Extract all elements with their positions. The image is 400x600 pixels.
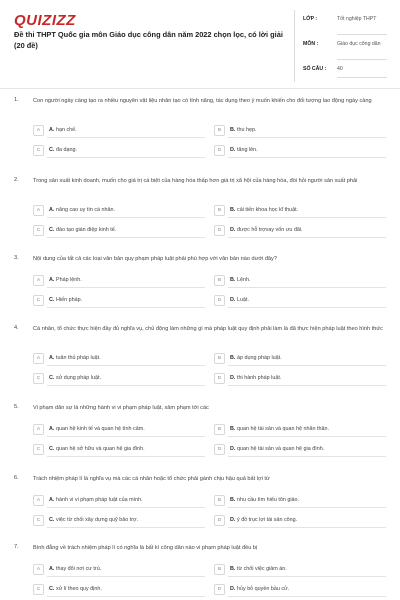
option-letter: C. [49,147,55,153]
question-number: 4. [14,325,19,331]
option-letter: B. [230,207,236,213]
option-underline [47,137,205,138]
option-letter-box: A [33,424,44,435]
answer-option[interactable] [214,145,386,160]
meta-count-label: SỐ CÂU : [303,66,327,72]
option-underline [47,507,205,508]
option-letter-box: D [214,373,225,384]
option-underline [228,217,386,218]
option-text: Lệnh. [237,277,251,283]
option-letter: C. [49,227,55,233]
option-letter: D. [230,297,236,303]
option-letter: B. [230,277,236,283]
option-letter: C. [49,375,55,381]
answer-option[interactable] [214,444,386,459]
question-text: Trong sản xuất kinh doanh, muốn cho giá trị cá biệt của hàng hóa thấp hơn giá trị xã hội của hàng hóa, đòi hỏi người sản xuất phải [33,178,358,184]
meta-grade-value: Tốt nghiệp THPT [337,16,377,22]
option-letter-box: A [33,353,44,364]
option-text: được hỗ trợvay vốn ưu đãi. [237,227,303,233]
option-letter: D. [230,147,236,153]
question-number: 2. [14,177,19,183]
option-letter-box: A [33,125,44,136]
document-title: Đề thi THPT Quốc gia môn Giáo dục công dân năm 2022 chọn lọc, có lời giải (20 đề) [14,30,283,50]
answer-option[interactable] [214,125,386,140]
question-number: 3. [14,255,19,261]
option-text: quan hệ tài sản và quan hệ gia đình. [237,446,325,452]
option-letter-box: A [33,495,44,506]
option-underline [47,217,205,218]
option-letter-box: C [33,373,44,384]
answer-option[interactable] [33,353,205,368]
answer-option[interactable] [214,205,386,220]
question-text: Bình đẳng về trách nhiệm pháp lí có nghĩa là bất kì công dân nào vi phạm pháp luật đều bị [33,545,258,551]
option-letter-box: D [214,584,225,595]
answer-option[interactable] [33,225,205,240]
answer-option[interactable] [33,424,205,439]
option-letter: B. [230,566,236,572]
option-underline [47,527,205,528]
answer-option[interactable] [33,564,205,579]
option-letter-box: C [33,145,44,156]
question-text: Vi phạm dân sự là những hành vi vi phạm pháp luật, xâm phạm tới các [33,405,209,411]
answer-option[interactable] [214,495,386,510]
option-underline [47,596,205,597]
meta-count-value: 40 [337,66,343,72]
option-underline [228,307,386,308]
option-letter: C. [49,517,55,523]
option-letter: C. [49,586,55,592]
option-letter: B. [230,127,236,133]
option-text: Luật. [237,297,249,303]
question-number: 5. [14,404,19,410]
option-text: hủy bỏ quyền bầu cử. [237,586,290,592]
option-underline [228,365,386,366]
question-text: Cá nhân, tổ chức thực hiện đầy đủ nghĩa vụ, chủ động làm những gì mà pháp luật quy định phải làm là đã thực hiện pháp luật theo hình thức [33,326,383,332]
option-letter-box: C [33,444,44,455]
option-letter-box: D [214,225,225,236]
option-text: hành vi vi phạm pháp luật của mình. [56,497,143,503]
answer-option[interactable] [214,225,386,240]
option-letter-box: A [33,205,44,216]
meta-divider [337,34,387,35]
option-text: áp dụng pháp luật. [237,355,282,361]
option-letter-box: D [214,295,225,306]
option-text: quan hệ sở hữu và quan hệ gia đình. [56,446,145,452]
option-text: tăng lên. [237,147,258,153]
option-letter: D. [230,517,236,523]
meta-divider [337,59,387,60]
option-text: việc từ chối xây dựng quỹ bảo trợ. [56,517,139,523]
option-letter: A. [49,355,55,361]
option-underline [47,157,205,158]
option-text: thay đổi nơi cư trú. [56,566,102,572]
option-letter-box: B [214,275,225,286]
option-letter-box: B [214,353,225,364]
answer-option[interactable] [33,373,205,388]
answer-option[interactable] [33,495,205,510]
option-letter-box: C [33,295,44,306]
option-underline [228,596,386,597]
option-letter: A. [49,207,55,213]
option-underline [228,137,386,138]
option-letter: B. [230,355,236,361]
quizizz-logo: QUIZIZZ [14,12,76,29]
option-letter-box: B [214,495,225,506]
answer-option[interactable] [214,295,386,310]
answer-option[interactable] [214,564,386,579]
option-letter-box: C [33,584,44,595]
option-letter-box: D [214,145,225,156]
option-text: đa dạng. [56,147,77,153]
header-bottom-divider [0,88,400,89]
option-text: thi hành pháp luật. [237,375,282,381]
option-text: hạn chế. [56,127,77,133]
option-underline [228,157,386,158]
option-underline [228,507,386,508]
option-underline [47,237,205,238]
question-number: 6. [14,475,19,481]
option-text: xử lí theo quy định. [56,586,102,592]
question-number: 1. [14,97,19,103]
option-letter: C. [49,446,55,452]
option-letter: A. [49,426,55,432]
meta-subject-label: MÔN : [303,41,319,47]
option-text: đào tạo gián điệp kinh tế. [56,227,117,233]
option-letter: A. [49,127,55,133]
option-underline [228,527,386,528]
option-text: tuân thủ pháp luật. [56,355,101,361]
option-text: Pháp lệnh. [56,277,82,283]
question-text: Trách nhiệm pháp lí là nghĩa vụ mà các cá nhân hoặc tổ chức phải gánh chịu hậu quả bất lợi từ [33,476,270,482]
option-letter: A. [49,497,55,503]
option-underline [228,385,386,386]
option-text: cải tiến khoa học kĩ thuật. [237,207,299,213]
answer-option[interactable] [33,125,205,140]
option-text: thu hẹp. [237,127,257,133]
option-underline [228,436,386,437]
option-underline [47,576,205,577]
answer-option[interactable] [33,275,205,290]
answer-option[interactable] [214,515,386,530]
option-text: Hiến pháp. [56,297,83,303]
option-letter: C. [49,297,55,303]
option-letter-box: B [214,424,225,435]
option-underline [47,385,205,386]
meta-divider [337,77,387,78]
answer-option[interactable] [33,584,205,599]
header-divider [294,10,295,82]
answer-option[interactable] [214,353,386,368]
option-underline [228,576,386,577]
answer-option[interactable] [33,444,205,459]
option-letter-box: D [214,444,225,455]
option-underline [47,365,205,366]
question-number: 7. [14,544,19,550]
option-text: quan hệ tài sản và quan hệ nhân thân. [237,426,330,432]
option-letter: A. [49,277,55,283]
option-text: nhu cầu tìm hiểu tôn giáo. [237,497,300,503]
option-letter: D. [230,586,236,592]
option-letter-box: C [33,515,44,526]
answer-option[interactable] [214,584,386,599]
option-letter: D. [230,375,236,381]
option-letter-box: B [214,205,225,216]
answer-option[interactable] [33,295,205,310]
answer-option[interactable] [214,275,386,290]
question-text: Nội dung của tất cả các loại văn bản quy phạm pháp luật phải phù hợp với văn bản nào dưới đây? [33,256,277,262]
option-letter-box: A [33,564,44,575]
option-underline [228,287,386,288]
option-underline [47,456,205,457]
option-letter: B. [230,426,236,432]
option-underline [47,287,205,288]
option-letter: D. [230,227,236,233]
option-underline [47,307,205,308]
option-underline [228,237,386,238]
meta-subject-value: Giáo dục công dân [337,41,381,47]
option-text: từ chối việc giảm án. [237,566,287,572]
option-letter: D. [230,446,236,452]
answer-option[interactable] [33,145,205,160]
option-underline [47,436,205,437]
answer-option[interactable] [214,424,386,439]
option-letter: B. [230,497,236,503]
option-letter-box: D [214,515,225,526]
option-underline [228,456,386,457]
option-text: ý đồ trục lợi tài sản công. [237,517,298,523]
answer-option[interactable] [33,205,205,220]
answer-option[interactable] [33,515,205,530]
option-text: nâng cao uy tín cá nhân. [56,207,116,213]
question-text: Con người ngày càng tạo ra nhiều nguyên vật liệu nhân tạo có tính năng, tác dụng theo ý muốn khiến cho đối tượng lao động ngày càng [33,98,372,104]
option-letter-box: B [214,125,225,136]
answer-option[interactable] [214,373,386,388]
option-text: quan hệ kinh tế và quan hệ tình cảm. [56,426,145,432]
option-text: sử dụng pháp luật. [56,375,101,381]
meta-grade-label: LỚP : [303,16,318,22]
worksheet-header [0,0,400,88]
option-letter: A. [49,566,55,572]
option-letter-box: C [33,225,44,236]
option-letter-box: B [214,564,225,575]
option-letter-box: A [33,275,44,286]
